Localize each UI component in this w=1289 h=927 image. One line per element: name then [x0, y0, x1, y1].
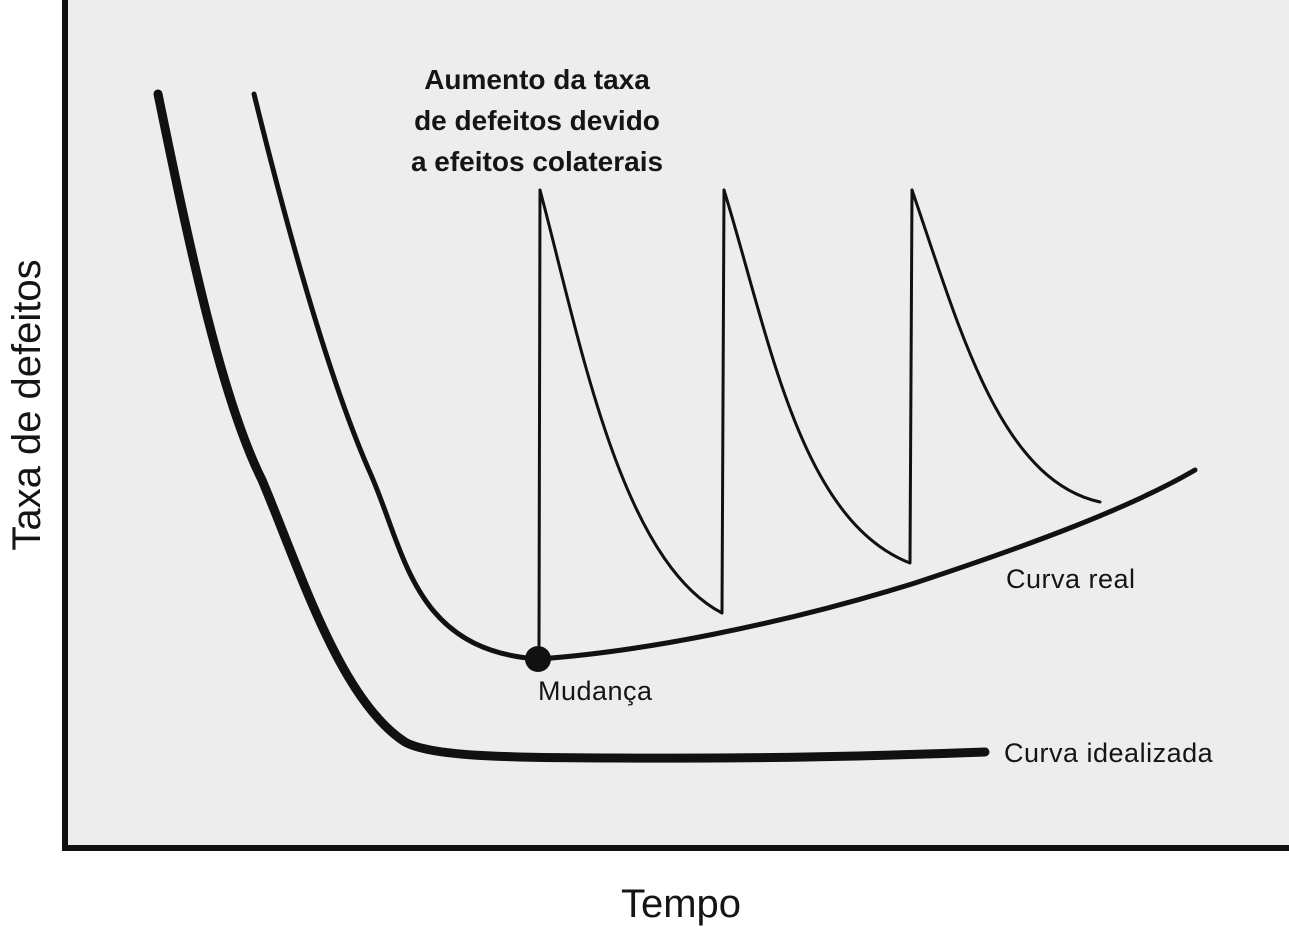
change-label: Mudança: [538, 676, 653, 706]
y-axis-title: Taxa de defeitos: [5, 259, 49, 551]
annotation-line-3: a efeitos colaterais: [410, 146, 664, 177]
change-point-marker: [525, 646, 551, 672]
x-axis-title: Tempo: [620, 882, 742, 926]
actual-curve-label: Curva real: [1006, 564, 1136, 594]
annotation-line-2: de defeitos devido: [414, 105, 660, 136]
plot-area: [65, 0, 1289, 848]
annotation-line-1: Aumento da taxa: [424, 64, 650, 95]
idealized-curve-label: Curva idealizada: [1004, 738, 1214, 768]
